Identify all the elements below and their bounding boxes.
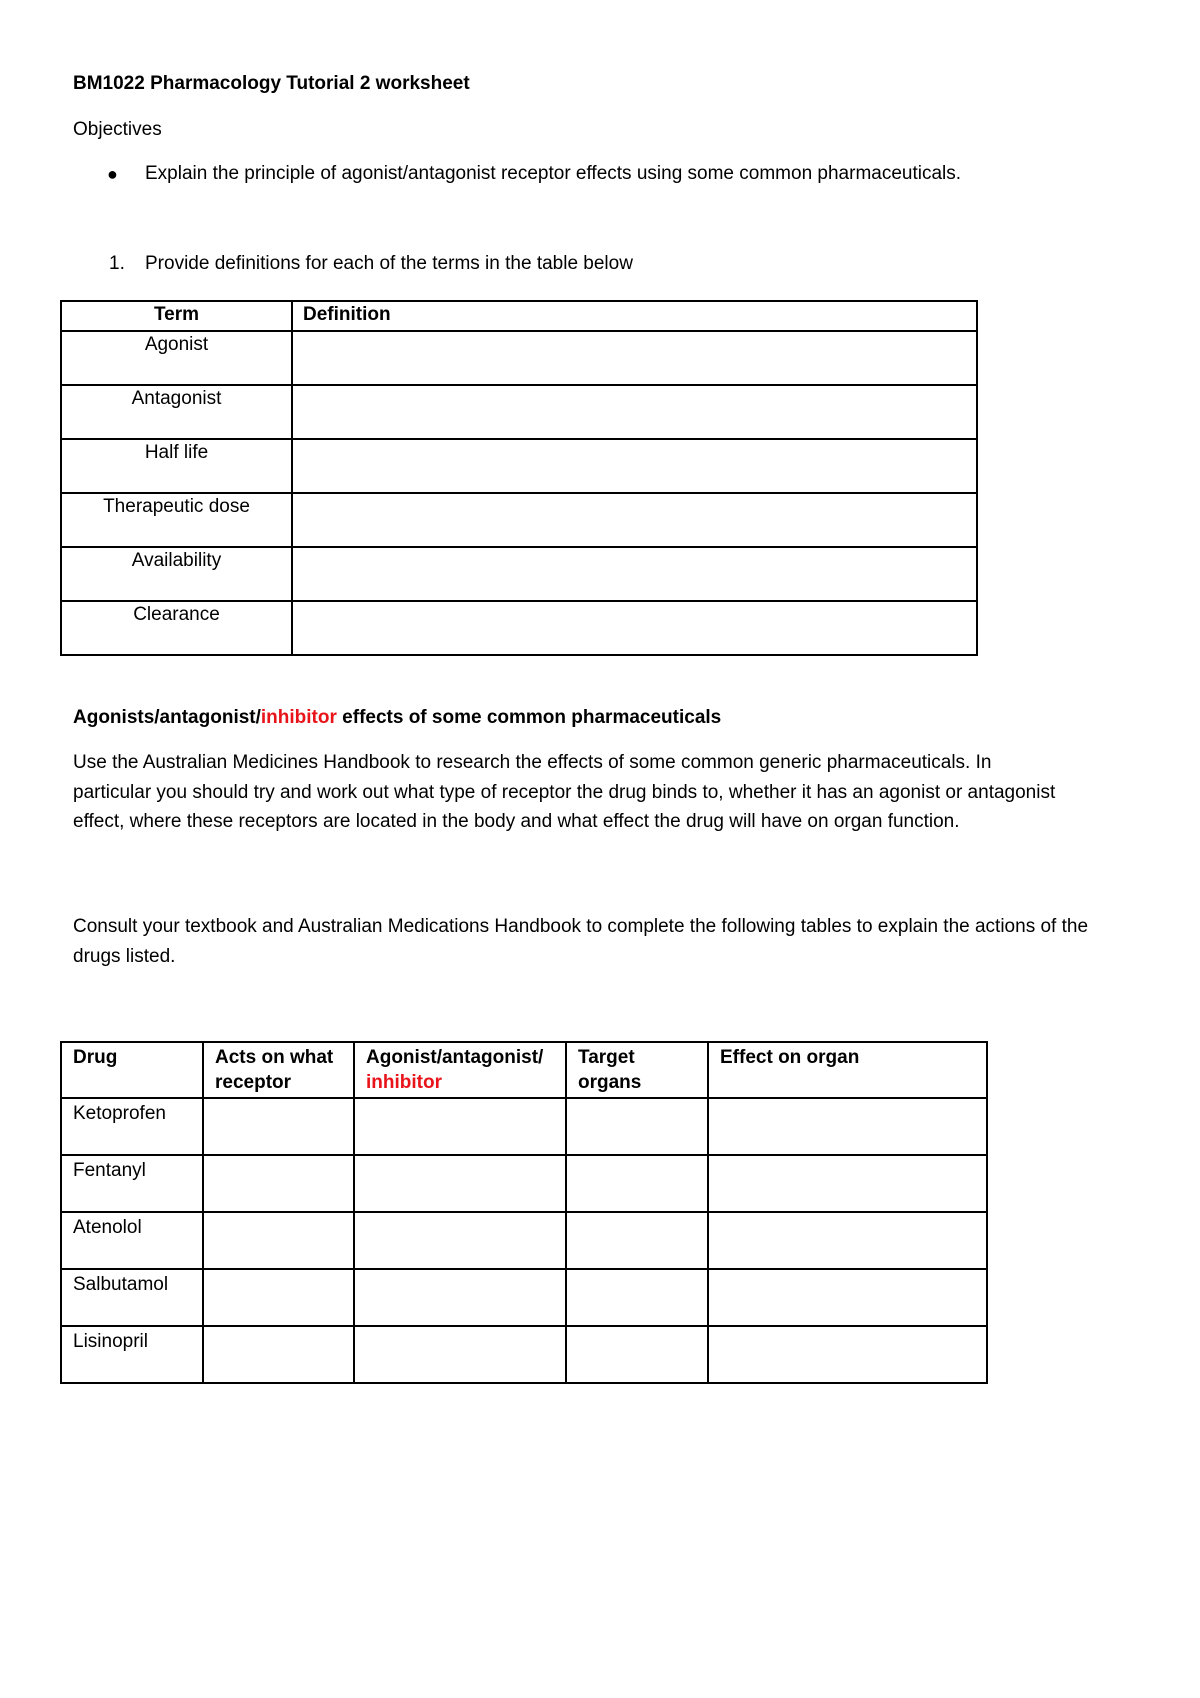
definition-column-header: Definition <box>292 301 977 331</box>
term-cell: Therapeutic dose <box>61 493 292 547</box>
agonist-cell[interactable] <box>354 1098 566 1155</box>
table-row <box>61 385 977 439</box>
receptor-cell[interactable] <box>203 1155 354 1212</box>
definition-cell[interactable] <box>292 439 977 493</box>
agonist-header-part1: Agonist/antagonist/ <box>366 1047 544 1068</box>
drug-name-cell: Atenolol <box>61 1212 203 1269</box>
effect-column-header: Effect on organ <box>708 1042 987 1098</box>
drugs-table-header-row <box>61 1042 987 1098</box>
drug-column-header: Drug <box>61 1042 203 1098</box>
effect-cell[interactable] <box>708 1269 987 1326</box>
table-row <box>61 547 977 601</box>
receptor-cell[interactable] <box>203 1326 354 1383</box>
section-heading-part2: effects of some common pharmaceuticals <box>336 707 722 728</box>
worksheet-page <box>73 70 1133 1352</box>
table-row <box>61 1269 987 1326</box>
receptor-cell[interactable] <box>203 1212 354 1269</box>
drug-name-cell: Fentanyl <box>61 1155 203 1212</box>
target-cell[interactable] <box>566 1155 708 1212</box>
question-text: Provide definitions for each of the terms in the table below <box>145 253 633 274</box>
table-row <box>61 601 977 655</box>
agonist-header-inhibitor: inhibitor <box>366 1072 442 1093</box>
target-column-header: Target organs <box>566 1042 708 1098</box>
instructions-paragraph: Use the Australian Medicines Handbook to research the effects of some common generic pharmaceuticals. In particular you should try and work out what type of receptor the drug binds to, whether it has an agonist or antagonist effect, where these receptors are located in the body and what effect the drug will have on organ function. <box>73 752 1056 832</box>
table-row <box>61 493 977 547</box>
definition-cell[interactable] <box>292 493 977 547</box>
section-heading-inhibitor: inhibitor <box>260 707 337 728</box>
term-cell: Availability <box>61 547 292 601</box>
table-row <box>61 439 977 493</box>
drug-name-cell: Ketoprofen <box>61 1098 203 1155</box>
effect-cell[interactable] <box>708 1098 987 1155</box>
table-row <box>61 1326 987 1383</box>
drug-name-cell: Lisinopril <box>61 1326 203 1383</box>
receptor-cell[interactable] <box>203 1269 354 1326</box>
drug-name-cell: Salbutamol <box>61 1269 203 1326</box>
target-cell[interactable] <box>566 1269 708 1326</box>
bullet-icon: ● <box>107 164 118 184</box>
target-cell[interactable] <box>566 1098 708 1155</box>
definition-cell[interactable] <box>292 547 977 601</box>
drugs-table <box>60 1041 988 1384</box>
definition-cell[interactable] <box>292 331 977 385</box>
objective-bullet-item <box>73 160 1133 188</box>
consult-paragraph: Consult your textbook and Australian Medications Handbook to complete the following tables to explain the actions of the drugs listed. <box>73 916 1089 967</box>
term-cell: Agonist <box>61 331 292 385</box>
terms-table-header-row <box>61 301 977 331</box>
receptor-column-header: Acts on what receptor <box>203 1042 354 1098</box>
term-column-header: Term <box>61 301 292 331</box>
objectives-heading: Objectives <box>73 119 162 140</box>
question-number: 1. <box>109 253 125 274</box>
terms-table <box>60 300 978 656</box>
section-heading <box>73 704 721 732</box>
question-1 <box>73 250 1133 278</box>
definition-cell[interactable] <box>292 385 977 439</box>
agonist-cell[interactable] <box>354 1269 566 1326</box>
document-title: BM1022 Pharmacology Tutorial 2 worksheet <box>73 73 470 94</box>
table-row <box>61 331 977 385</box>
definition-cell[interactable] <box>292 601 977 655</box>
agonist-cell[interactable] <box>354 1212 566 1269</box>
agonist-column-header <box>354 1042 566 1098</box>
objective-text: Explain the principle of agonist/antagonist receptor effects using some common pharmaceuticals. <box>145 163 962 184</box>
table-row <box>61 1212 987 1269</box>
table-row <box>61 1098 987 1155</box>
receptor-cell[interactable] <box>203 1098 354 1155</box>
agonist-cell[interactable] <box>354 1326 566 1383</box>
effect-cell[interactable] <box>708 1212 987 1269</box>
term-cell: Clearance <box>61 601 292 655</box>
effect-cell[interactable] <box>708 1326 987 1383</box>
term-cell: Half life <box>61 439 292 493</box>
target-cell[interactable] <box>566 1212 708 1269</box>
table-row <box>61 1155 987 1212</box>
agonist-cell[interactable] <box>354 1155 566 1212</box>
effect-cell[interactable] <box>708 1155 987 1212</box>
term-cell: Antagonist <box>61 385 292 439</box>
target-cell[interactable] <box>566 1326 708 1383</box>
section-heading-part1: Agonists/antagonist/ <box>73 707 261 728</box>
